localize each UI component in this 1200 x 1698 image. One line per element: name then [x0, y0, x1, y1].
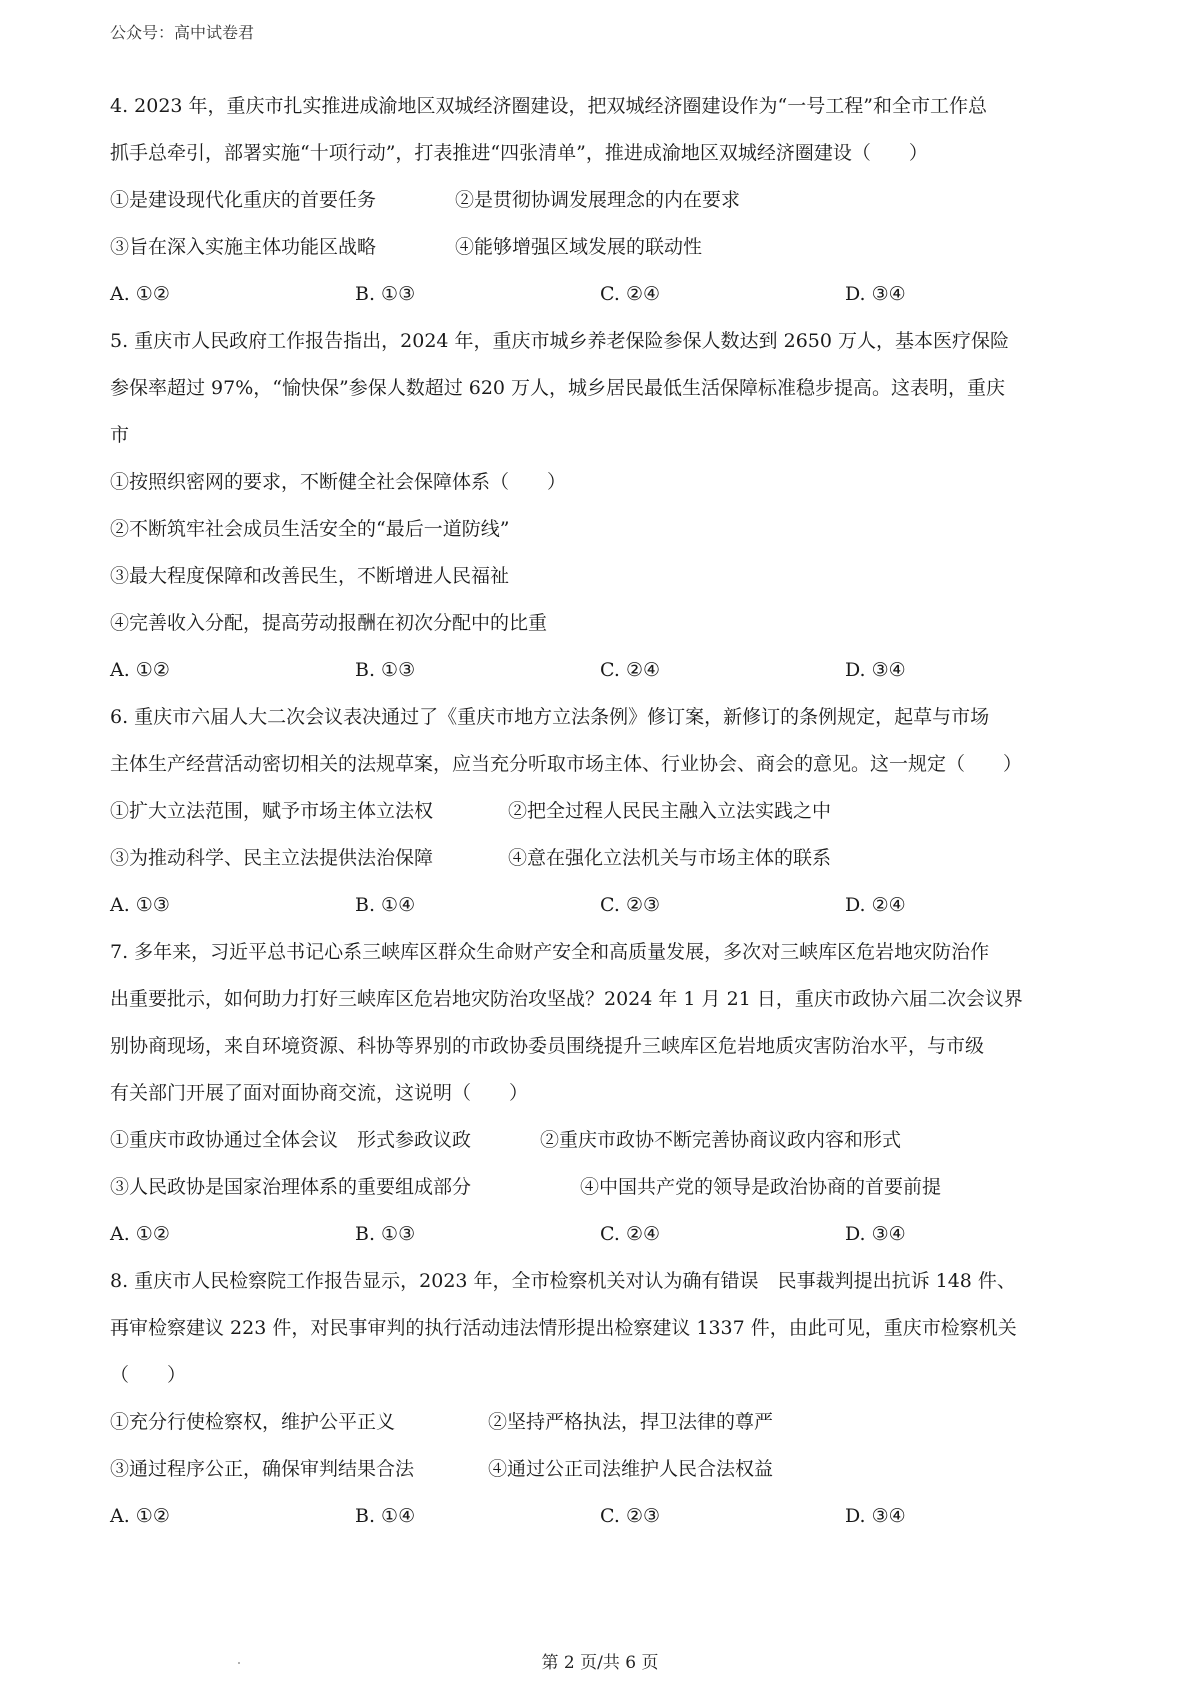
question-6-statement-row [110, 844, 1110, 872]
question-5-stem-line: 5. 重庆市人民政府工作报告指出，2024 年，重庆市城乡养老保险参保人数达到 2650 万人，基本医疗保险 [110, 330, 1009, 352]
choice-a[interactable]: A. ①② [110, 1505, 170, 1527]
question-8-statement-row [110, 1408, 1110, 1436]
question-6-stem-line: 主体生产经营活动密切相关的法规草案，应当充分听取市场主体、行业协会、商会的意见。这一规定（ ） [110, 753, 1023, 775]
question-7-choices [110, 1220, 1110, 1248]
choice-c[interactable]: C. ②③ [600, 1505, 661, 1527]
choice-b[interactable]: B. ①③ [355, 1223, 416, 1245]
question-8 [110, 1267, 1110, 1530]
question-7-statement-row [110, 1173, 1110, 1201]
question-7-stem-line: 有关部门开展了面对面协商交流，这说明（ ） [110, 1082, 529, 1104]
question-6-choices [110, 891, 1110, 919]
question-7-stem-line: 7. 多年来，习近平总书记心系三峡库区群众生命财产安全和高质量发展，多次对三峡库区危岩地灾防治作 [110, 941, 990, 963]
choice-d[interactable]: D. ③④ [845, 283, 906, 305]
question-5-choices [110, 656, 1110, 684]
choice-a[interactable]: A. ①② [110, 659, 170, 681]
choice-d[interactable]: D. ②④ [845, 894, 906, 916]
statement-3: ③为推动科学、民主立法提供法治保障 [110, 847, 434, 869]
question-4-statement-row [110, 233, 1110, 261]
statement-1: ①是建设现代化重庆的首要任务 [110, 189, 377, 211]
choice-d[interactable]: D. ③④ [845, 1505, 906, 1527]
question-list [110, 92, 1110, 1549]
statement-3: ③旨在深入实施主体功能区战略 [110, 236, 377, 258]
statement-3: ③通过程序公正，确保审判结果合法 [110, 1458, 415, 1480]
question-6-statement-row [110, 797, 1110, 825]
choice-c[interactable]: C. ②③ [600, 894, 661, 916]
page-number: 第 2 页/共 6 页 [541, 1653, 659, 1673]
question-6 [110, 703, 1110, 919]
question-4-choices [110, 280, 1110, 308]
choice-d[interactable]: D. ③④ [845, 1223, 906, 1245]
choice-a[interactable]: A. ①② [110, 1223, 170, 1245]
question-5-stem-line: 参保率超过 97%，“愉快保”参保人数超过 620 万人，城乡居民最低生活保障标准稳步提高。这表明，重庆 [110, 377, 1006, 399]
question-7 [110, 938, 1110, 1248]
statement-2: ②坚持严格执法，捍卫法律的尊严 [488, 1411, 774, 1433]
question-8-stem-line: （ ） [110, 1364, 187, 1386]
choice-a[interactable]: A. ①② [110, 283, 170, 305]
statement-4: ④中国共产党的领导是政治协商的首要前提 [580, 1176, 942, 1198]
choice-c[interactable]: C. ②④ [600, 659, 661, 681]
statement-4: ④完善收入分配，提高劳动报酬在初次分配中的比重 [110, 612, 548, 634]
question-8-choices [110, 1502, 1110, 1530]
statement-2: ②是贯彻协调发展理念的内在要求 [455, 189, 741, 211]
statement-2: ②不断筑牢社会成员生活安全的“最后一道防线” [110, 518, 510, 540]
header-note: 公众号：高中试卷君 [110, 23, 255, 42]
question-7-stem-line: 出重要批示，如何助力打好三峡库区危岩地灾防治攻坚战？2024 年 1 月 21 日，重庆市政协六届二次会议界 [110, 988, 1023, 1010]
question-4-statement-row [110, 186, 1110, 214]
statement-4: ④通过公正司法维护人民合法权益 [488, 1458, 774, 1480]
question-5-stem-line: 市 [110, 424, 130, 446]
question-4-stem-line: 4. 2023 年，重庆市扎实推进成渝地区双城经济圈建设，把双城经济圈建设作为“一号工程”和全市工作总 [110, 95, 987, 117]
choice-b[interactable]: B. ①③ [355, 283, 416, 305]
statement-2: ②把全过程人民民主融入立法实践之中 [508, 800, 832, 822]
statement-4: ④意在强化立法机关与市场主体的联系 [508, 847, 832, 869]
statement-3: ③最大程度保障和改善民生，不断增进人民福祉 [110, 565, 510, 587]
statement-1: ①按照织密网的要求，不断健全社会保障体系（ ） [110, 471, 567, 493]
question-4 [110, 92, 1110, 308]
question-4-stem-line: 抓手总牵引，部署实施“十项行动”，打表推进“四张清单”，推进成渝地区双城经济圈建设（ ） [110, 142, 928, 164]
choice-c[interactable]: C. ②④ [600, 1223, 661, 1245]
question-8-stem-line: 再审检察建议 223 件，对民事审判的执行活动违法情形提出检察建议 1337 件，由此可见，重庆市检察机关 [110, 1317, 1017, 1339]
question-5 [110, 327, 1110, 684]
statement-1: ①扩大立法范围，赋予市场主体立法权 [110, 800, 434, 822]
question-8-stem-line: 8. 重庆市人民检察院工作报告显示，2023 年，全市检察机关对认为确有错误 民事裁判提出抗诉 148 件、 [110, 1270, 1016, 1292]
choice-b[interactable]: B. ①④ [355, 1505, 416, 1527]
question-7-statement-row [110, 1126, 1110, 1154]
statement-4: ④能够增强区域发展的联动性 [455, 236, 703, 258]
choice-b[interactable]: B. ①③ [355, 659, 416, 681]
statement-1: ①充分行使检察权，维护公平正义 [110, 1411, 396, 1433]
statement-2: ②重庆市政协不断完善协商议政内容和形式 [540, 1129, 902, 1151]
choice-b[interactable]: B. ①④ [355, 894, 416, 916]
question-6-stem-line: 6. 重庆市六届人大二次会议表决通过了《重庆市地方立法条例》修订案，新修订的条例规定，起草与市场 [110, 706, 990, 728]
statement-3: ③人民政协是国家治理体系的重要组成部分 [110, 1176, 472, 1198]
choice-a[interactable]: A. ①③ [110, 894, 170, 916]
question-7-stem-line: 别协商现场，来自环境资源、科协等界别的市政协委员围绕提升三峡库区危岩地质灾害防治水平，与市级 [110, 1035, 985, 1057]
statement-1: ①重庆市政协通过全体会议 形式参政议政 [110, 1129, 472, 1151]
choice-d[interactable]: D. ③④ [845, 659, 906, 681]
choice-c[interactable]: C. ②④ [600, 283, 661, 305]
question-8-statement-row [110, 1455, 1110, 1483]
